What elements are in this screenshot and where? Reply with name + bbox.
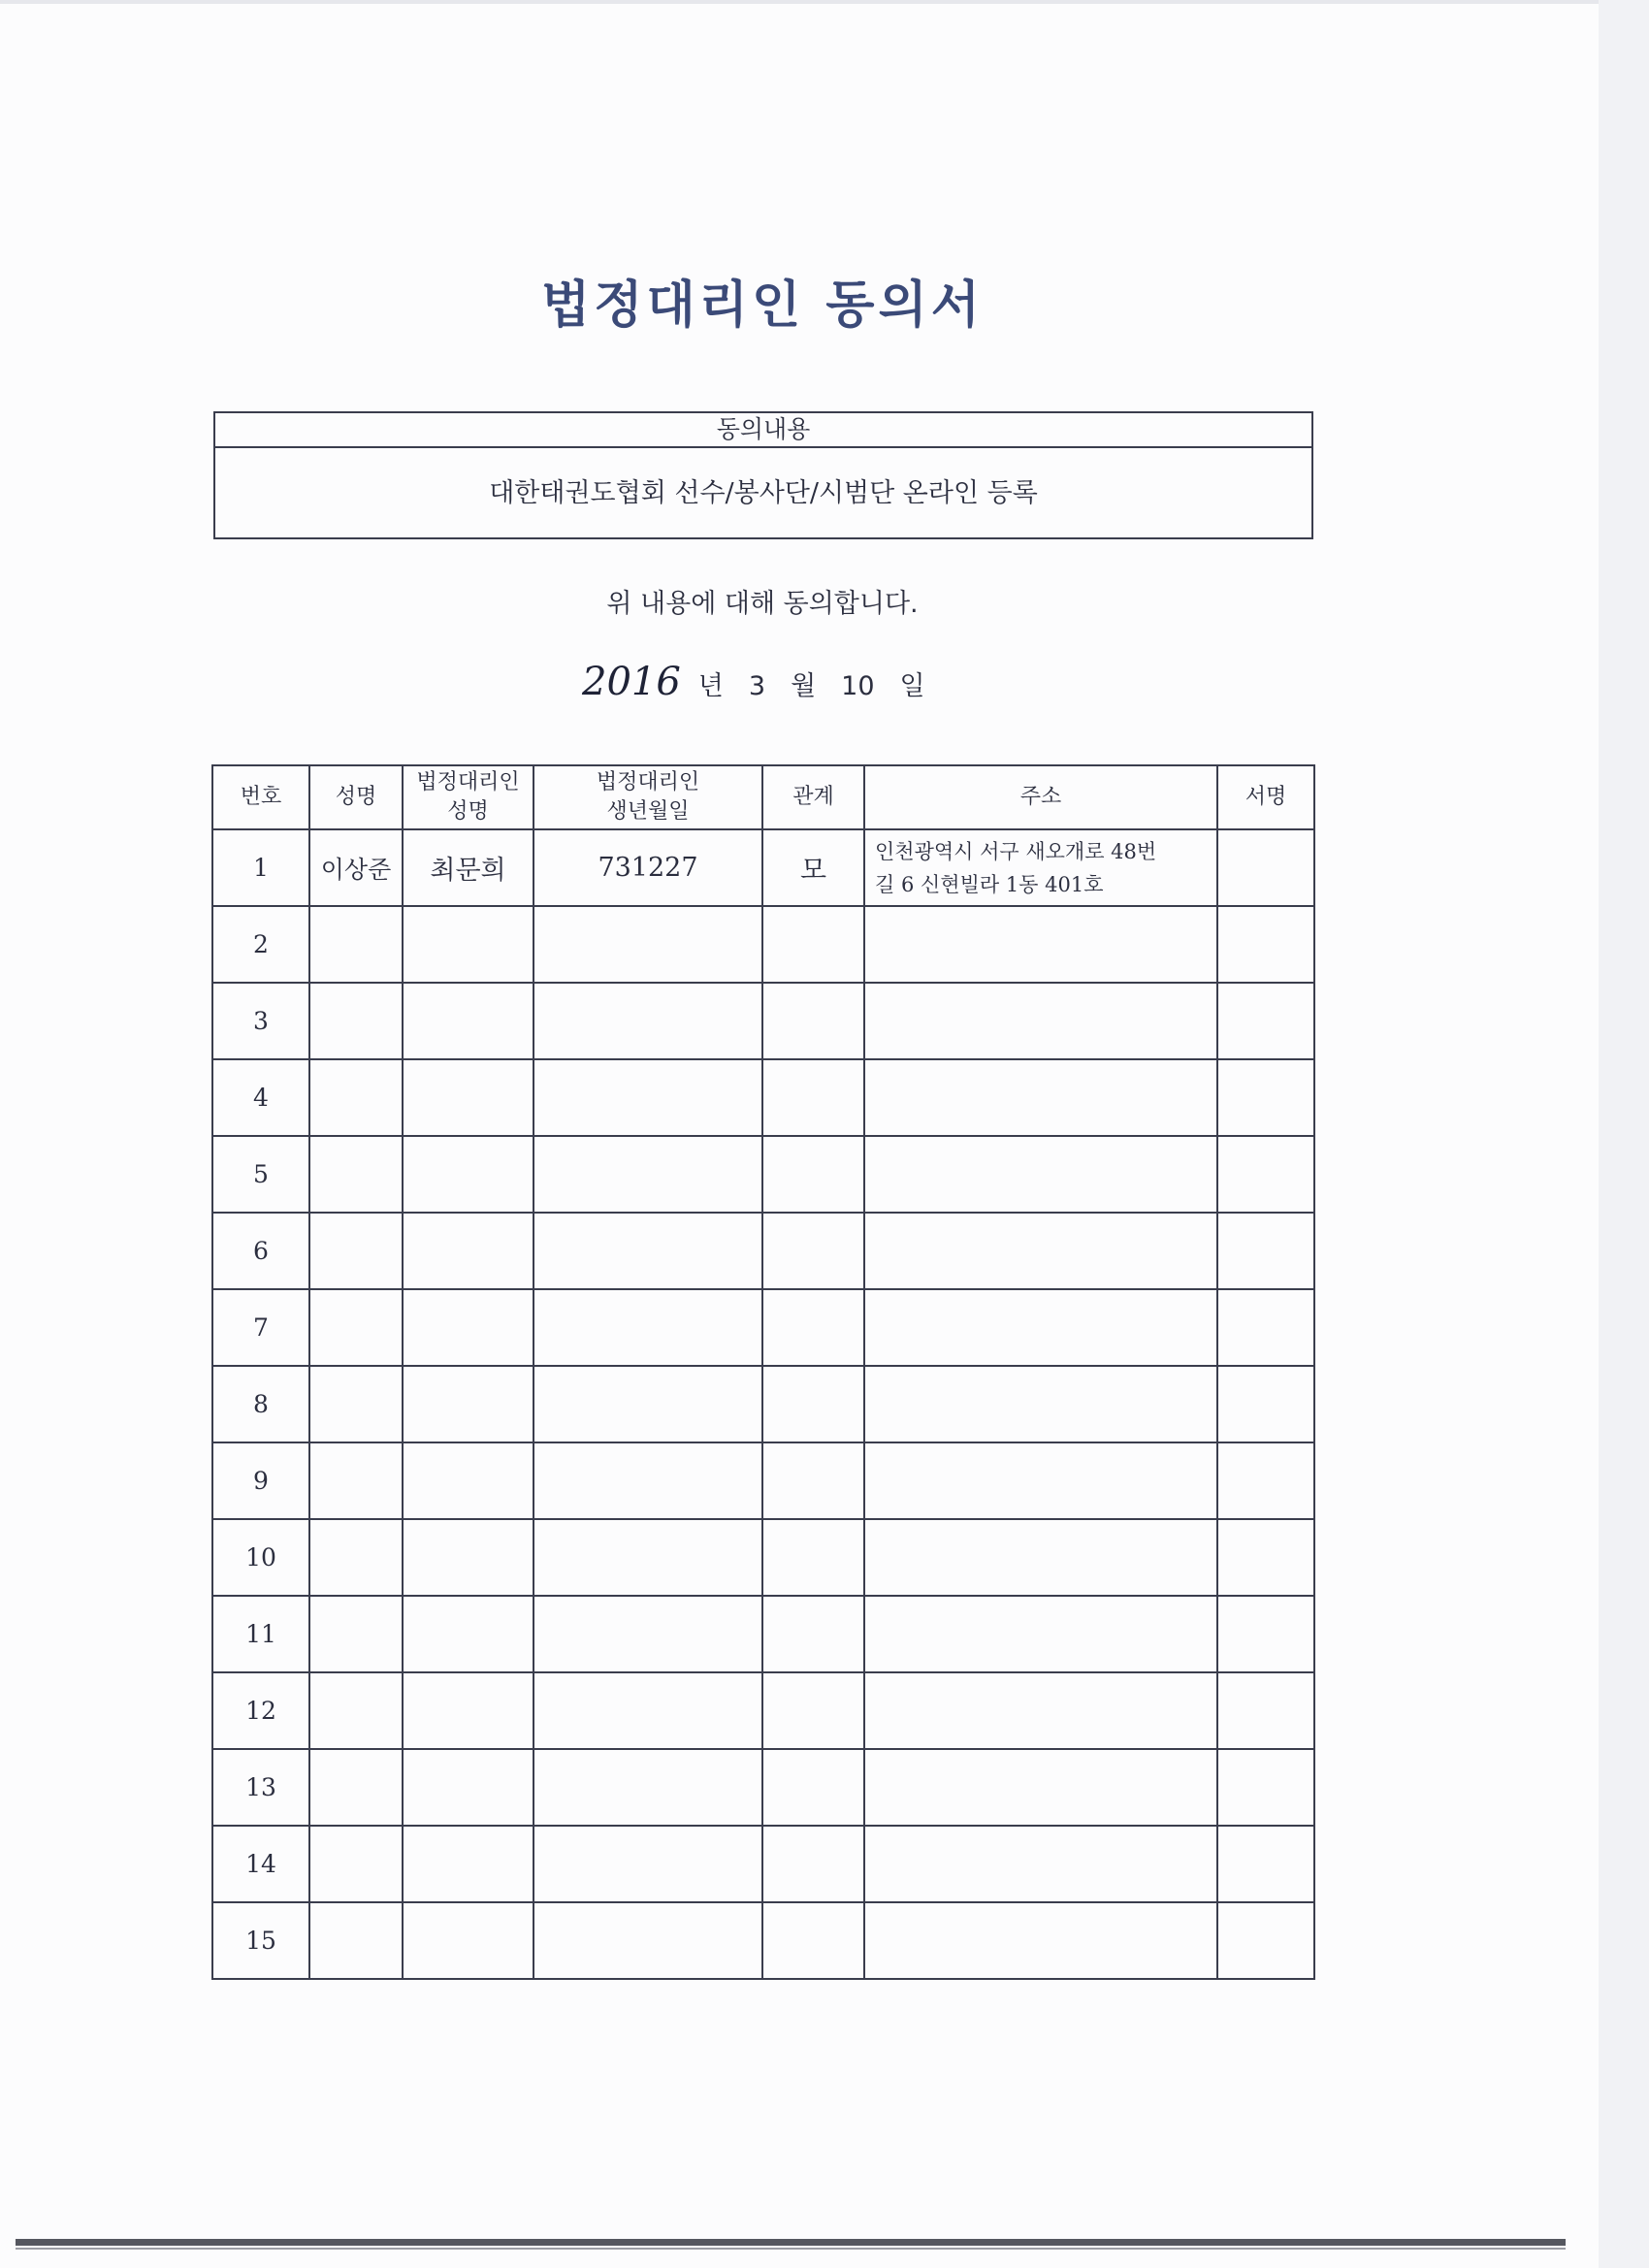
cell-address — [864, 1672, 1217, 1749]
cell-address — [864, 1902, 1217, 1979]
cell-address — [864, 1519, 1217, 1596]
cell-guardian-name — [403, 1826, 534, 1902]
cell-name — [309, 1519, 403, 1596]
date-day: 10 — [841, 671, 875, 701]
cell-relation — [762, 1749, 864, 1826]
cell-signature[interactable] — [1217, 1136, 1314, 1213]
cell-name: 이상준 — [309, 829, 403, 906]
date-month: 3 — [748, 671, 766, 701]
cell-relation — [762, 1672, 864, 1749]
cell-signature[interactable] — [1217, 1366, 1314, 1442]
cell-address — [864, 1749, 1217, 1826]
table-row — [212, 829, 1314, 906]
consent-body: 대한태권도협회 선수/봉사단/시범단 온라인 등록 — [489, 478, 1038, 508]
cell-no: 6 — [212, 1213, 309, 1289]
cell-guardian-name — [403, 1596, 534, 1672]
cell-no: 2 — [212, 906, 309, 983]
scan-bottom-rule-thin — [16, 2248, 1566, 2250]
cell-signature[interactable] — [1217, 1289, 1314, 1366]
table-row — [212, 1366, 1314, 1442]
cell-guardian-name — [403, 1289, 534, 1366]
cell-address — [864, 1136, 1217, 1213]
table-row — [212, 906, 1314, 983]
cell-signature[interactable] — [1217, 1213, 1314, 1289]
cell-signature[interactable] — [1217, 1902, 1314, 1979]
cell-guardian-name — [403, 983, 534, 1059]
cell-guardian-birth — [534, 1672, 762, 1749]
cell-relation — [762, 1826, 864, 1902]
scan-top-edge — [0, 0, 1599, 4]
cell-address — [864, 1213, 1217, 1289]
cell-no: 3 — [212, 983, 309, 1059]
table-row — [212, 983, 1314, 1059]
cell-guardian-name — [403, 1902, 534, 1979]
cell-guardian-name — [403, 1136, 534, 1213]
header-name: 성명 — [309, 765, 403, 829]
cell-no: 9 — [212, 1442, 309, 1519]
cell-relation — [762, 1902, 864, 1979]
cell-relation — [762, 1213, 864, 1289]
header-guardian-name-line2: 성명 — [447, 799, 489, 824]
scan-bottom-rule — [16, 2239, 1566, 2246]
cell-guardian-birth: 731227 — [534, 829, 762, 906]
table-row — [212, 1596, 1314, 1672]
cell-no: 1 — [212, 829, 309, 906]
cell-relation — [762, 1289, 864, 1366]
cell-address — [864, 829, 1217, 906]
cell-signature[interactable] — [1217, 906, 1314, 983]
cell-name — [309, 1902, 403, 1979]
cell-relation: 모 — [762, 829, 864, 906]
cell-guardian-birth — [534, 1136, 762, 1213]
header-guardian-birth — [534, 765, 762, 829]
cell-name — [309, 1596, 403, 1672]
cell-relation — [762, 1366, 864, 1442]
consent-box — [213, 411, 1313, 539]
cell-signature[interactable] — [1217, 1059, 1314, 1136]
cell-signature[interactable] — [1217, 983, 1314, 1059]
cell-signature[interactable] — [1217, 1826, 1314, 1902]
cell-address — [864, 983, 1217, 1059]
cell-guardian-birth — [534, 1059, 762, 1136]
cell-address — [864, 1596, 1217, 1672]
cell-address-line1: 인천광역시 서구 새오개로 48번 — [875, 839, 1157, 863]
table-header-row — [212, 765, 1314, 829]
cell-guardian-name: 최문희 — [403, 829, 534, 906]
header-guardian-birth-line1: 법정대리인 — [596, 770, 700, 794]
cell-name — [309, 1136, 403, 1213]
cell-guardian-name — [403, 1519, 534, 1596]
cell-name — [309, 1213, 403, 1289]
cell-no: 11 — [212, 1596, 309, 1672]
cell-guardian-birth — [534, 1826, 762, 1902]
cell-guardian-birth — [534, 1213, 762, 1289]
table-row — [212, 1442, 1314, 1519]
cell-signature[interactable] — [1217, 1442, 1314, 1519]
cell-guardian-name — [403, 906, 534, 983]
cell-signature[interactable] — [1217, 1749, 1314, 1826]
cell-relation — [762, 1442, 864, 1519]
cell-no: 7 — [212, 1289, 309, 1366]
cell-address — [864, 1289, 1217, 1366]
table-row — [212, 1826, 1314, 1902]
cell-signature[interactable] — [1217, 1519, 1314, 1596]
date-month-unit: 월 — [791, 671, 817, 701]
cell-address — [864, 1366, 1217, 1442]
cell-guardian-birth — [534, 1289, 762, 1366]
cell-guardian-name — [403, 1213, 534, 1289]
date-year-handwritten: 2016 — [582, 660, 681, 704]
cell-signature[interactable] — [1217, 829, 1314, 906]
cell-address — [864, 906, 1217, 983]
cell-no: 10 — [212, 1519, 309, 1596]
scan-margin — [1599, 0, 1649, 2268]
cell-name — [309, 906, 403, 983]
cell-no: 12 — [212, 1672, 309, 1749]
cell-no: 4 — [212, 1059, 309, 1136]
cell-guardian-name — [403, 1366, 534, 1442]
header-address: 주소 — [864, 765, 1217, 829]
cell-name — [309, 1672, 403, 1749]
cell-guardian-name — [403, 1749, 534, 1826]
cell-signature[interactable] — [1217, 1596, 1314, 1672]
header-guardian-birth-line2: 생년월일 — [606, 799, 690, 824]
consent-header: 동의내용 — [215, 413, 1311, 448]
table-row — [212, 1519, 1314, 1596]
agree-statement: 위 내용에 대해 동의합니다. — [606, 589, 919, 619]
cell-name — [309, 1366, 403, 1442]
cell-name — [309, 1749, 403, 1826]
cell-guardian-name — [403, 1442, 534, 1519]
cell-guardian-birth — [534, 1596, 762, 1672]
cell-guardian-birth — [534, 1749, 762, 1826]
document-title: 법정대리인 동의서 — [541, 276, 984, 335]
table-row — [212, 1213, 1314, 1289]
cell-guardian-name — [403, 1059, 534, 1136]
table-row — [212, 1059, 1314, 1136]
cell-relation — [762, 983, 864, 1059]
cell-name — [309, 1442, 403, 1519]
cell-no: 5 — [212, 1136, 309, 1213]
cell-guardian-birth — [534, 1442, 762, 1519]
cell-address — [864, 1059, 1217, 1136]
cell-address — [864, 1826, 1217, 1902]
header-signature: 서명 — [1217, 765, 1314, 829]
cell-no: 15 — [212, 1902, 309, 1979]
date-line — [582, 660, 925, 704]
cell-address-line2: 길 6 신현빌라 1동 401호 — [875, 872, 1104, 896]
cell-address — [864, 1442, 1217, 1519]
cell-signature[interactable] — [1217, 1672, 1314, 1749]
table-row — [212, 1902, 1314, 1979]
guardian-roster-table — [211, 764, 1315, 1980]
cell-name — [309, 1059, 403, 1136]
table-row — [212, 1749, 1314, 1826]
cell-no: 13 — [212, 1749, 309, 1826]
table-row — [212, 1672, 1314, 1749]
date-day-unit: 일 — [899, 671, 925, 701]
cell-no: 14 — [212, 1826, 309, 1902]
cell-relation — [762, 1059, 864, 1136]
header-guardian-name — [403, 765, 534, 829]
cell-no: 8 — [212, 1366, 309, 1442]
table-row — [212, 1289, 1314, 1366]
cell-guardian-birth — [534, 906, 762, 983]
cell-guardian-birth — [534, 1902, 762, 1979]
cell-name — [309, 983, 403, 1059]
cell-guardian-birth — [534, 1519, 762, 1596]
header-no: 번호 — [212, 765, 309, 829]
cell-guardian-name — [403, 1672, 534, 1749]
cell-relation — [762, 906, 864, 983]
header-guardian-name-line1: 법정대리인 — [416, 770, 520, 794]
cell-relation — [762, 1596, 864, 1672]
cell-name — [309, 1826, 403, 1902]
table-row — [212, 1136, 1314, 1213]
header-relation: 관계 — [762, 765, 864, 829]
cell-guardian-birth — [534, 1366, 762, 1442]
cell-relation — [762, 1519, 864, 1596]
cell-relation — [762, 1136, 864, 1213]
cell-name — [309, 1289, 403, 1366]
date-year-unit: 년 — [697, 671, 724, 701]
cell-guardian-birth — [534, 983, 762, 1059]
